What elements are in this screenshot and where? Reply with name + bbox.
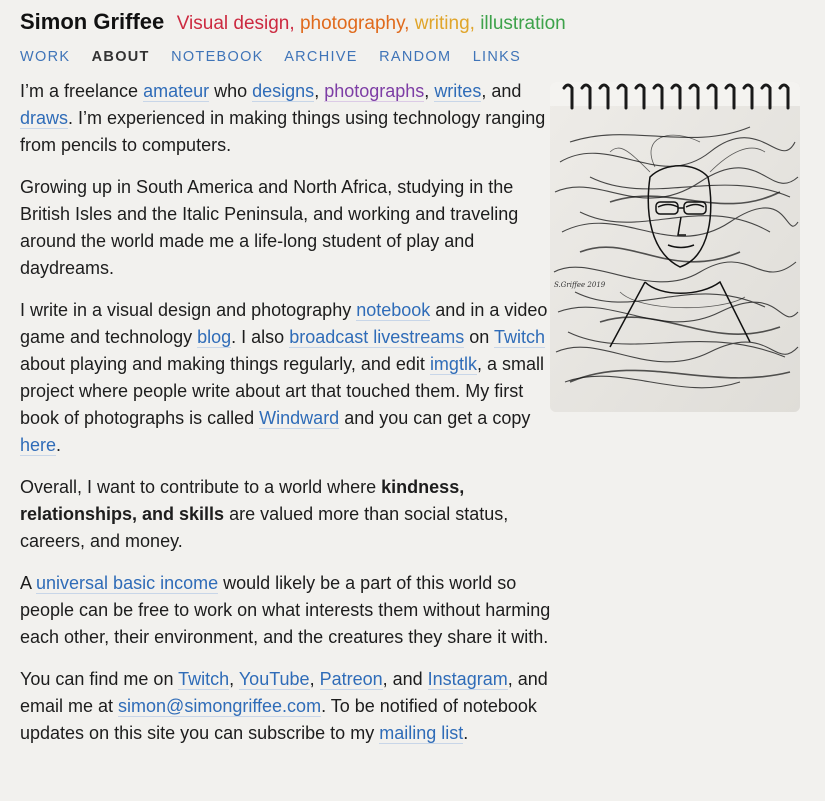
- text: on: [464, 327, 494, 347]
- text: who: [209, 81, 253, 101]
- text: You can find me on: [20, 669, 179, 689]
- text: , and: [382, 669, 428, 689]
- email-link[interactable]: simon@simongriffee.com: [118, 696, 322, 716]
- windward-link[interactable]: Windward: [259, 408, 340, 428]
- twitch-link[interactable]: Twitch: [493, 327, 545, 347]
- tagline-photography: photography,: [299, 13, 410, 34]
- tagline-writing: writing,: [414, 13, 475, 34]
- imgtlk-link[interactable]: imgtlk: [429, 354, 477, 374]
- text: Overall, I want to contribute to a world where: [20, 477, 382, 497]
- values-paragraph: [20, 474, 552, 555]
- sketch-signature: S.Griffee 2019: [554, 281, 606, 289]
- here-link[interactable]: here: [20, 435, 57, 455]
- text: about playing and making things regularly, and edit: [20, 354, 430, 374]
- youtube-link[interactable]: YouTube: [238, 669, 310, 689]
- photographs-link[interactable]: photographs: [324, 81, 425, 101]
- amateur-link[interactable]: amateur: [143, 81, 210, 101]
- text: , and: [481, 81, 522, 101]
- instagram-link[interactable]: Instagram: [427, 669, 508, 689]
- text: .: [56, 435, 62, 455]
- ubi-paragraph: [20, 570, 552, 651]
- mailing-list-link[interactable]: mailing list: [379, 723, 464, 743]
- site-tagline: [177, 13, 566, 34]
- text: . I’m experienced in making things using technology ranging from pencils to computers.: [20, 108, 546, 155]
- text: would likely be a part of this world so people can be free to work on what interests them without harming each other, their environment, and the creatures they share it with.: [20, 573, 551, 647]
- draws-link[interactable]: draws: [20, 108, 69, 128]
- self-portrait-sketch: [550, 82, 800, 412]
- text: I write in a visual design and photography: [20, 300, 357, 320]
- text: are valued more than social status, careers, and money.: [20, 504, 509, 551]
- text: ,: [309, 669, 320, 689]
- text: ,: [424, 81, 435, 101]
- text: and in a video game and technology: [20, 300, 548, 347]
- text: .: [463, 723, 469, 743]
- designs-link[interactable]: designs: [252, 81, 315, 101]
- tagline-illustration: illustration: [480, 13, 566, 34]
- nav-item-work[interactable]: WORK: [20, 49, 71, 65]
- writes-link[interactable]: writes: [434, 81, 482, 101]
- nav-item-links[interactable]: LINKS: [472, 49, 522, 65]
- patreon-link[interactable]: Patreon: [319, 669, 383, 689]
- broadcast-livestreams-link[interactable]: broadcast livestreams: [289, 327, 465, 347]
- intro-paragraph: [20, 78, 552, 159]
- nav-item-random[interactable]: RANDOM: [379, 49, 452, 65]
- nav-item-notebook[interactable]: NOTEBOOK: [171, 49, 264, 65]
- blog-link[interactable]: blog: [197, 327, 232, 347]
- tagline-visual-design: Visual design,: [176, 13, 295, 34]
- values-bold-text: kindness, relationships, and skills: [20, 477, 465, 524]
- notebook-link[interactable]: notebook: [356, 300, 431, 320]
- text: ,: [314, 81, 325, 101]
- text: I’m a freelance: [20, 81, 144, 101]
- text: , and email me at: [20, 669, 548, 716]
- main-nav: [20, 49, 537, 65]
- text: and you can get a copy: [339, 408, 531, 428]
- universal-basic-income-link[interactable]: universal basic income: [36, 573, 219, 593]
- text: A: [20, 573, 37, 593]
- text: . I also: [231, 327, 290, 347]
- site-name[interactable]: Simon Griffee: [20, 9, 165, 34]
- about-content: [20, 78, 552, 762]
- background-paragraph: Growing up in South America and North Africa, studying in the British Isles and the Italic Peninsula, and working and traveling around the world made me a life-long student of play and daydreams.: [20, 177, 519, 278]
- twitch-social-link[interactable]: Twitch: [178, 669, 230, 689]
- pencil-self-portrait-sketch-icon: [550, 82, 800, 412]
- text: ,: [229, 669, 239, 689]
- writing-paragraph: [20, 297, 552, 459]
- site-header: [20, 9, 566, 35]
- text: . To be notified of notebook updates on this site you can subscribe to my: [20, 696, 537, 743]
- nav-item-archive[interactable]: ARCHIVE: [284, 49, 358, 65]
- text: , a small project where people write about art that touched them. My first book of photographs is called: [20, 354, 544, 428]
- nav-item-about[interactable]: ABOUT: [91, 49, 150, 65]
- contact-paragraph: [20, 666, 552, 747]
